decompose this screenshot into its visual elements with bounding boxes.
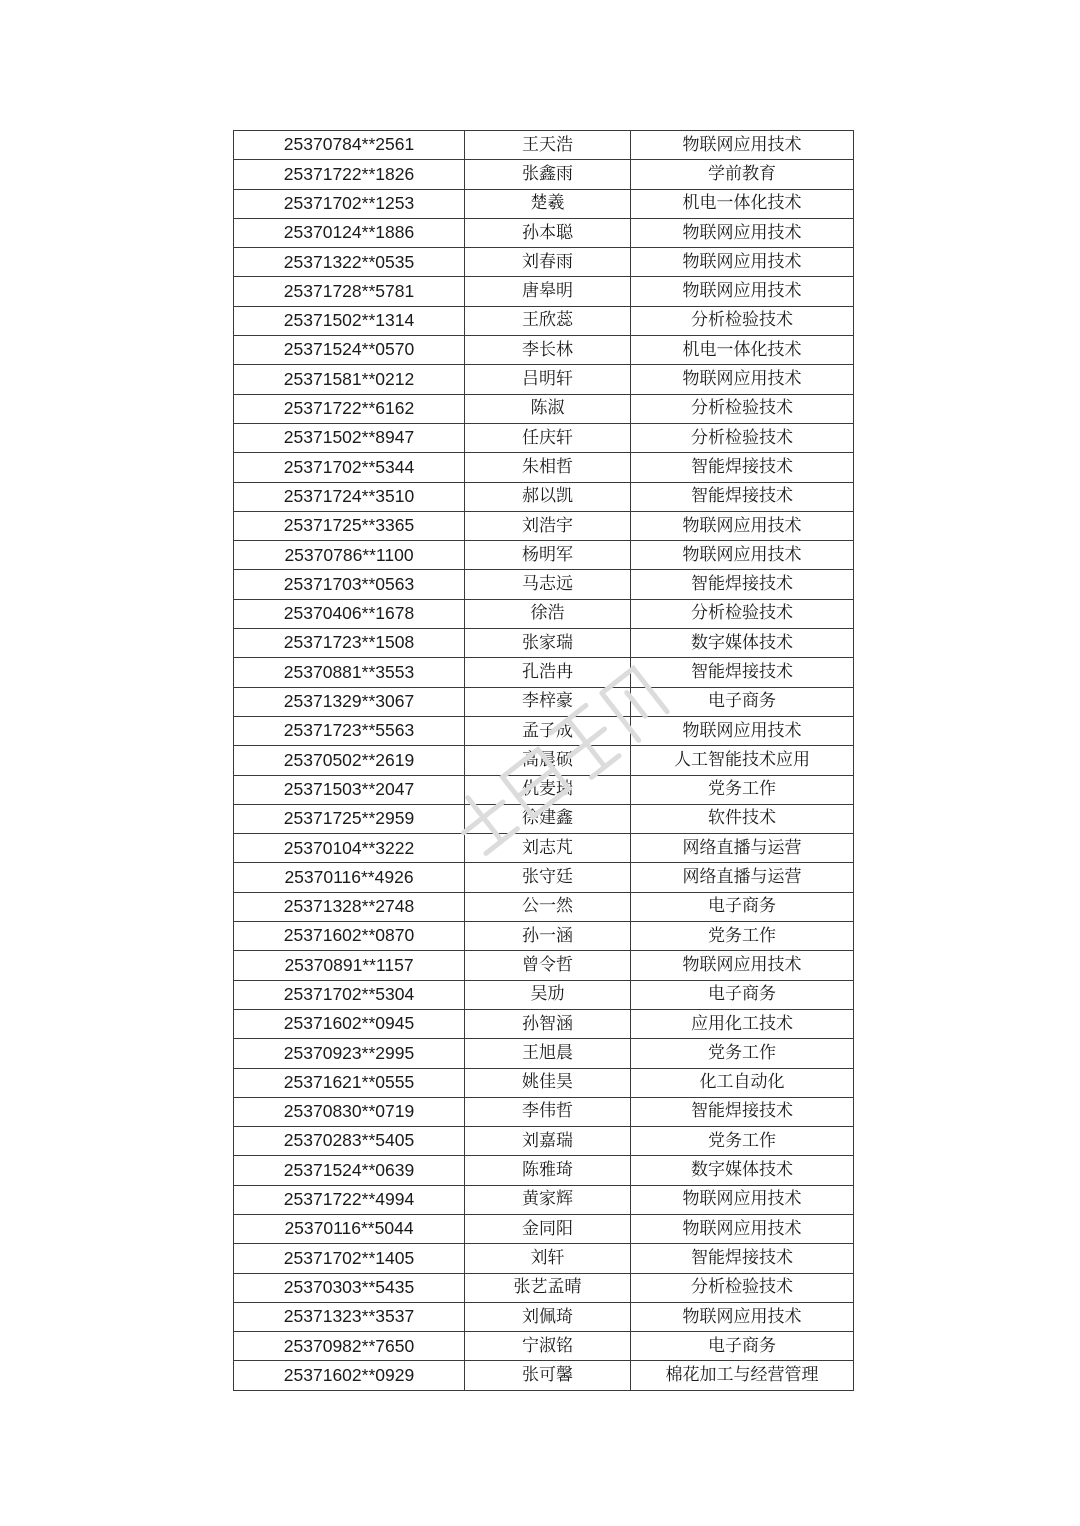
student-name-cell: 曾令哲 [465,951,631,980]
student-id-cell: 25370982**7650 [234,1332,465,1361]
major-cell: 网络直播与运营 [631,834,854,863]
table-row [234,189,854,218]
table-row [234,394,854,423]
major-cell: 电子商务 [631,1332,854,1361]
student-id-cell: 25371722**6162 [234,394,465,423]
table-row [234,218,854,247]
table-row [234,1244,854,1273]
student-id-cell: 25370303**5435 [234,1273,465,1302]
table-row [234,248,854,277]
table-row [234,746,854,775]
table-row [234,1127,854,1156]
major-cell: 机电一体化技术 [631,336,854,365]
table-row [234,1156,854,1185]
student-name-cell: 杨明军 [465,541,631,570]
major-cell: 物联网应用技术 [631,1185,854,1214]
table-row [234,131,854,160]
table-row [234,599,854,628]
student-id-cell: 25371702**1253 [234,189,465,218]
major-cell: 棉花加工与经营管理 [631,1361,854,1390]
student-name-cell: 孙本聪 [465,218,631,247]
student-name-cell: 李伟哲 [465,1097,631,1126]
table-row [234,1039,854,1068]
student-name-cell: 孙智涵 [465,1009,631,1038]
major-cell: 物联网应用技术 [631,716,854,745]
major-cell: 物联网应用技术 [631,1302,854,1331]
student-id-cell: 25370786**1100 [234,541,465,570]
student-name-cell: 刘浩宇 [465,511,631,540]
major-cell: 物联网应用技术 [631,541,854,570]
student-name-cell: 刘嘉瑞 [465,1127,631,1156]
student-id-cell: 25371503**2047 [234,775,465,804]
table-row [234,1097,854,1126]
student-id-cell: 25371329**3067 [234,687,465,716]
student-name-cell: 陈雅琦 [465,1156,631,1185]
student-id-cell: 25370116**5044 [234,1214,465,1243]
student-name-cell: 吴劢 [465,980,631,1009]
student-id-cell: 25371724**3510 [234,482,465,511]
table-row [234,980,854,1009]
student-id-cell: 25370283**5405 [234,1127,465,1156]
student-id-cell: 25371602**0870 [234,922,465,951]
student-name-cell: 张鑫雨 [465,160,631,189]
table-row [234,1302,854,1331]
student-id-cell: 25370891**1157 [234,951,465,980]
table-row [234,834,854,863]
table-row [234,1273,854,1302]
major-cell: 电子商务 [631,892,854,921]
student-roster-table [233,130,854,1391]
student-name-cell: 张守廷 [465,863,631,892]
student-name-cell: 高晨硕 [465,746,631,775]
table-row [234,365,854,394]
major-cell: 物联网应用技术 [631,365,854,394]
student-name-cell: 郝以凯 [465,482,631,511]
major-cell: 人工智能技术应用 [631,746,854,775]
table-row [234,658,854,687]
student-name-cell: 孔浩冉 [465,658,631,687]
major-cell: 分析检验技术 [631,599,854,628]
student-name-cell: 唐皋明 [465,277,631,306]
major-cell: 物联网应用技术 [631,951,854,980]
table-row [234,1361,854,1390]
student-name-cell: 黄家辉 [465,1185,631,1214]
student-name-cell: 吕明轩 [465,365,631,394]
student-name-cell: 刘轩 [465,1244,631,1273]
student-name-cell: 王天浩 [465,131,631,160]
table-row [234,511,854,540]
student-id-cell: 25370881**3553 [234,658,465,687]
student-name-cell: 仇麦瑞 [465,775,631,804]
table-row [234,1009,854,1038]
table-row [234,775,854,804]
table-row [234,306,854,335]
major-cell: 物联网应用技术 [631,1214,854,1243]
table-row [234,804,854,833]
student-name-cell: 孟子成 [465,716,631,745]
major-cell: 智能焊接技术 [631,482,854,511]
table-row [234,570,854,599]
student-id-cell: 25370116**4926 [234,863,465,892]
student-name-cell: 金同阳 [465,1214,631,1243]
student-name-cell: 徐建鑫 [465,804,631,833]
student-id-cell: 25371602**0929 [234,1361,465,1390]
major-cell: 党务工作 [631,775,854,804]
table-row [234,277,854,306]
student-name-cell: 孙一涵 [465,922,631,951]
student-name-cell: 马志远 [465,570,631,599]
table-row [234,160,854,189]
major-cell: 分析检验技术 [631,306,854,335]
student-id-cell: 25371725**3365 [234,511,465,540]
major-cell: 机电一体化技术 [631,189,854,218]
table-row [234,1332,854,1361]
table-row [234,951,854,980]
major-cell: 分析检验技术 [631,423,854,452]
table-row [234,541,854,570]
student-id-cell: 25370784**2561 [234,131,465,160]
major-cell: 智能焊接技术 [631,658,854,687]
table-row [234,1214,854,1243]
student-name-cell: 张艺孟晴 [465,1273,631,1302]
major-cell: 化工自动化 [631,1068,854,1097]
student-name-cell: 刘佩琦 [465,1302,631,1331]
student-name-cell: 王旭晨 [465,1039,631,1068]
student-id-cell: 25371722**1826 [234,160,465,189]
student-name-cell: 李梓豪 [465,687,631,716]
student-id-cell: 25371722**4994 [234,1185,465,1214]
student-name-cell: 刘春雨 [465,248,631,277]
student-id-cell: 25371323**3537 [234,1302,465,1331]
student-id-cell: 25370923**2995 [234,1039,465,1068]
table-row [234,482,854,511]
student-id-cell: 25371621**0555 [234,1068,465,1097]
student-name-cell: 张家瑞 [465,629,631,658]
student-id-cell: 25370502**2619 [234,746,465,775]
student-id-cell: 25370104**3222 [234,834,465,863]
table-row [234,1185,854,1214]
major-cell: 物联网应用技术 [631,248,854,277]
student-id-cell: 25371702**5304 [234,980,465,1009]
major-cell: 电子商务 [631,980,854,1009]
major-cell: 应用化工技术 [631,1009,854,1038]
roster-body [234,131,854,1391]
student-id-cell: 25371725**2959 [234,804,465,833]
student-name-cell: 宁淑铭 [465,1332,631,1361]
student-name-cell: 王欣蕊 [465,306,631,335]
major-cell: 党务工作 [631,1127,854,1156]
major-cell: 物联网应用技术 [631,277,854,306]
table-row [234,863,854,892]
major-cell: 分析检验技术 [631,394,854,423]
major-cell: 党务工作 [631,922,854,951]
student-name-cell: 徐浩 [465,599,631,628]
major-cell: 智能焊接技术 [631,453,854,482]
student-id-cell: 25371723**1508 [234,629,465,658]
student-name-cell: 公一然 [465,892,631,921]
major-cell: 智能焊接技术 [631,1097,854,1126]
table-row [234,453,854,482]
student-name-cell: 朱相哲 [465,453,631,482]
student-id-cell: 25371602**0945 [234,1009,465,1038]
major-cell: 物联网应用技术 [631,218,854,247]
student-id-cell: 25371728**5781 [234,277,465,306]
major-cell: 电子商务 [631,687,854,716]
student-id-cell: 25371502**1314 [234,306,465,335]
major-cell: 智能焊接技术 [631,570,854,599]
student-id-cell: 25370406**1678 [234,599,465,628]
student-id-cell: 25371328**2748 [234,892,465,921]
table-row [234,423,854,452]
student-name-cell: 张可馨 [465,1361,631,1390]
student-name-cell: 陈淑 [465,394,631,423]
student-id-cell: 25371524**0570 [234,336,465,365]
student-id-cell: 25371502**8947 [234,423,465,452]
student-name-cell: 楚羲 [465,189,631,218]
table-row [234,336,854,365]
student-id-cell: 25371702**5344 [234,453,465,482]
student-name-cell: 李长林 [465,336,631,365]
major-cell: 数字媒体技术 [631,629,854,658]
major-cell: 数字媒体技术 [631,1156,854,1185]
student-id-cell: 25371524**0639 [234,1156,465,1185]
student-id-cell: 25371723**5563 [234,716,465,745]
table-row [234,629,854,658]
table-row [234,892,854,921]
student-id-cell: 25371702**1405 [234,1244,465,1273]
major-cell: 学前教育 [631,160,854,189]
major-cell: 党务工作 [631,1039,854,1068]
student-id-cell: 25371322**0535 [234,248,465,277]
major-cell: 软件技术 [631,804,854,833]
student-id-cell: 25370124**1886 [234,218,465,247]
student-name-cell: 姚佳昊 [465,1068,631,1097]
major-cell: 智能焊接技术 [631,1244,854,1273]
table-row [234,687,854,716]
table-row [234,922,854,951]
student-id-cell: 25370830**0719 [234,1097,465,1126]
table-row [234,1068,854,1097]
student-id-cell: 25371581**0212 [234,365,465,394]
major-cell: 物联网应用技术 [631,131,854,160]
major-cell: 分析检验技术 [631,1273,854,1302]
major-cell: 网络直播与运营 [631,863,854,892]
student-name-cell: 刘志芃 [465,834,631,863]
student-id-cell: 25371703**0563 [234,570,465,599]
major-cell: 物联网应用技术 [631,511,854,540]
student-name-cell: 任庆轩 [465,423,631,452]
table-row [234,716,854,745]
